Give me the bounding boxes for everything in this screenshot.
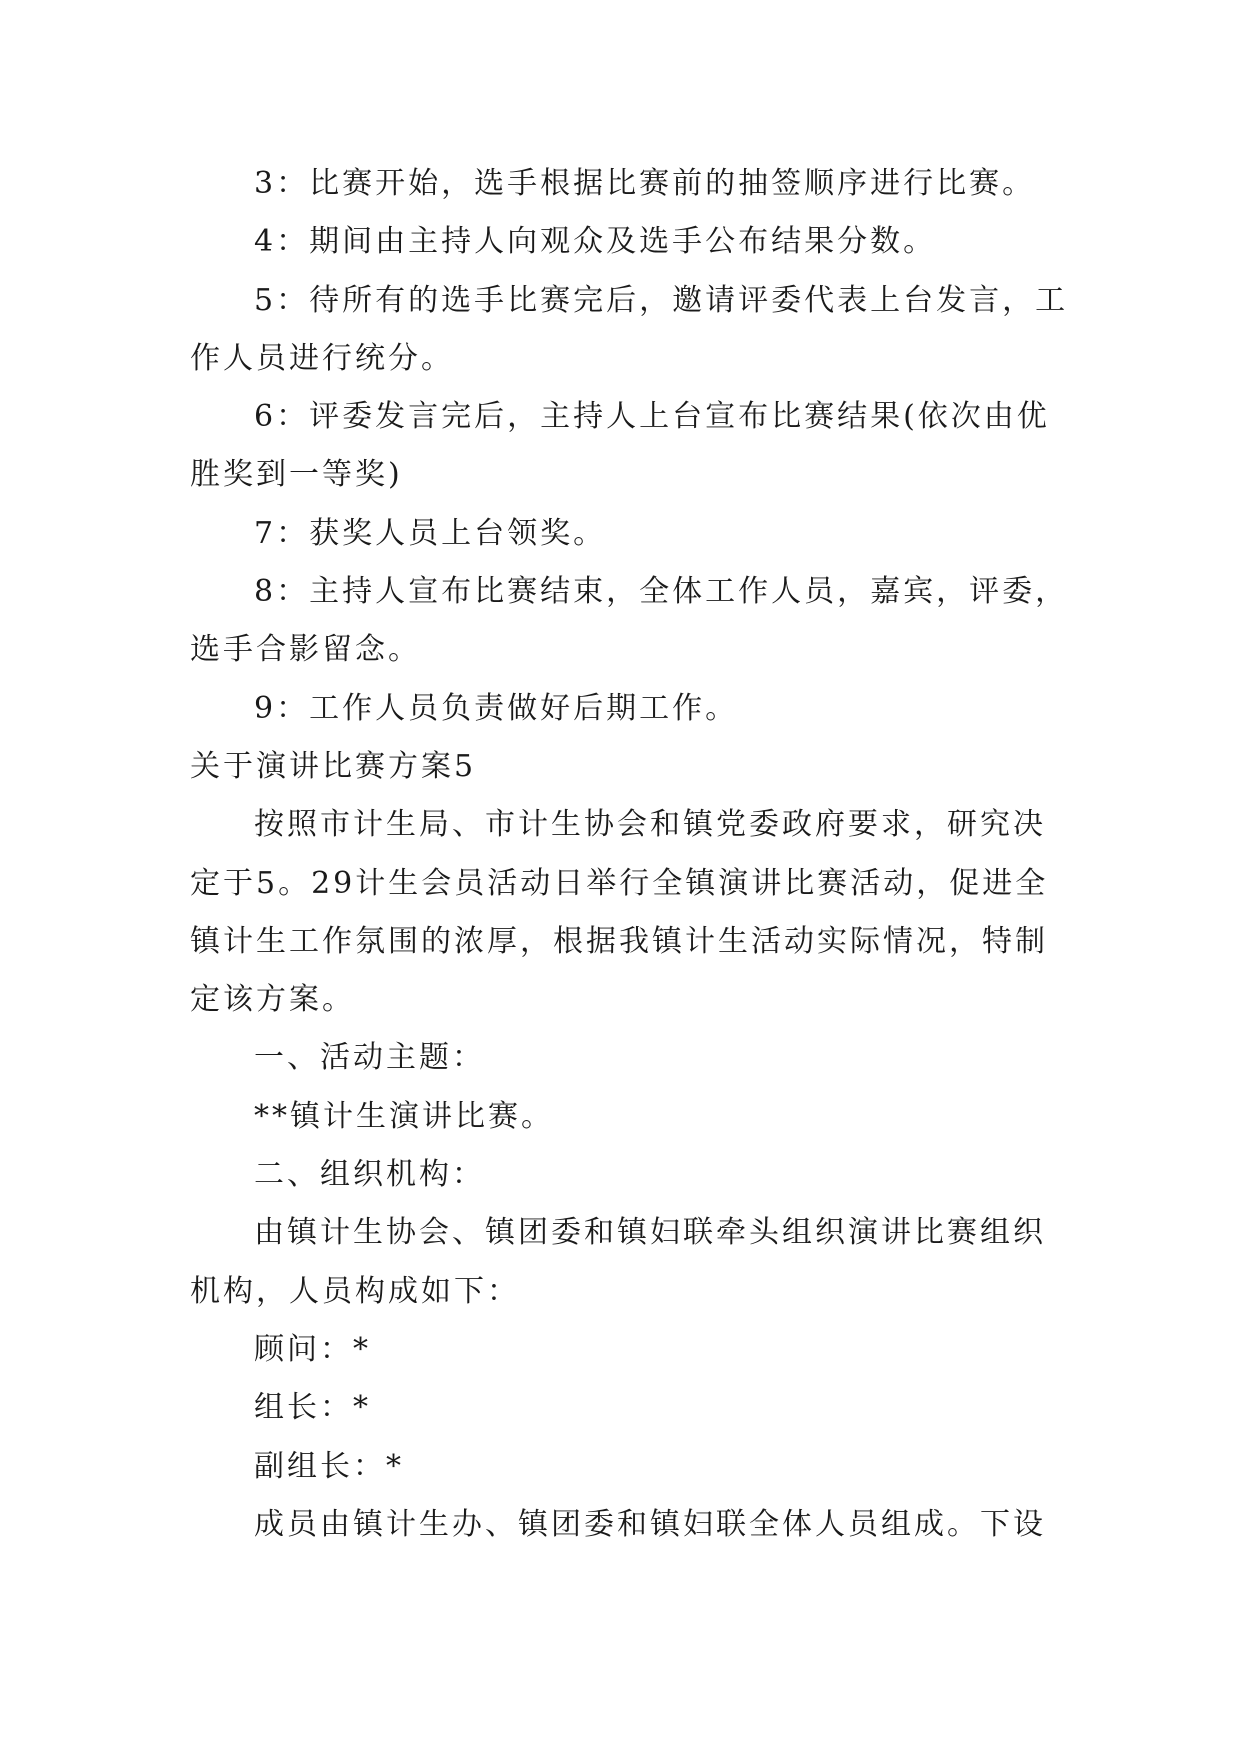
paragraph-step-5: 5：待所有的选手比赛完后，邀请评委代表上台发言，工作人员进行统分。 (190, 282, 1069, 376)
paragraph-step-9: 9：工作人员负责做好后期工作。 (254, 690, 739, 726)
paragraph-deputy-leader: 副组长：* (254, 1448, 404, 1484)
heading-activity-theme: 一、活动主题： (254, 1040, 485, 1076)
paragraph-organization: 由镇计生协会、镇团委和镇妇联牵头组织演讲比赛组织机构，人员构成如下： (190, 1215, 1046, 1309)
section-heading: 关于演讲比赛方案5 (190, 748, 477, 784)
paragraph-step-3: 3：比赛开始，选手根据比赛前的抽签顺序进行比赛。 (254, 166, 1036, 201)
paragraph-step-6: 6：评委发言完后，主持人上台宣布比赛结果(依次由优胜奖到一等奖) (190, 399, 1050, 493)
heading-organization: 二、组织机构： (254, 1157, 485, 1193)
paragraph-advisor: 顾问：* (254, 1331, 371, 1367)
paragraph-members: 成员由镇计生办、镇团委和镇妇联全体人员组成。下设 (254, 1506, 1046, 1542)
paragraph-step-4: 4：期间由主持人向观众及选手公布结果分数。 (254, 224, 937, 260)
paragraph-step-8: 8：主持人宣布比赛结束，全体工作人员，嘉宾，评委，选手合影留念。 (190, 574, 1069, 668)
paragraph-theme: **镇计生演讲比赛。 (254, 1098, 554, 1134)
paragraph-intro: 按照市计生局、市计生协会和镇党委政府要求，研究决定于5。29计生会员活动日举行全镇演讲比赛活动，促进全镇计生工作氛围的浓厚，根据我镇计生活动实际情况，特制定该方案。 (190, 807, 1049, 1018)
document-body (190, 155, 1070, 1554)
paragraph-leader: 组长：* (254, 1390, 371, 1426)
paragraph-step-7: 7：获奖人员上台领奖。 (254, 515, 607, 551)
